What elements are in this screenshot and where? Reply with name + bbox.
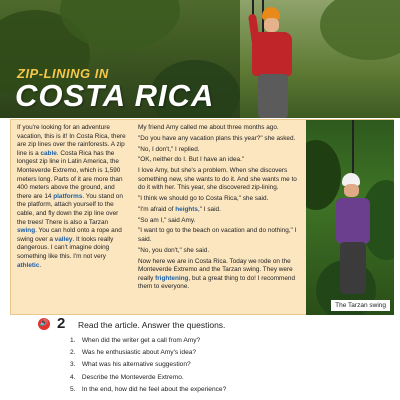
article-text: , but a great thing to do! I recommend them to everyone. (138, 274, 296, 291)
article-paragraph (138, 217, 298, 226)
article-paragraph (17, 124, 127, 270)
article-text: . It looks really dangerous. I can't imagine doing something like this. I'm not very (17, 235, 114, 260)
question-number: 3. (70, 361, 76, 369)
exercise-number: 2 (57, 315, 66, 332)
question-text: Describe the Monteverde Extremo. (80, 373, 184, 381)
article-text: . (39, 261, 42, 269)
article-text: Now here we are in Costa Rica. Today we rode on the Monteverde Extremo and the Tarzan swing. They were really (138, 257, 293, 282)
article-text: "OK, neither do I. But I have an idea." (138, 156, 245, 164)
article-column-2 (138, 124, 298, 294)
vocab-keyword: swing (17, 227, 36, 235)
question-number: 2. (70, 349, 76, 357)
article-text: ," I said. (197, 205, 221, 213)
question-item (70, 372, 390, 384)
article-text: "I think we should go to Costa Rica," she said. (138, 195, 269, 203)
question-text: When did the writer get a call from Amy? (80, 337, 201, 344)
vocab-keyword: heights (175, 205, 198, 213)
article-text: "I'm afraid of (138, 205, 176, 213)
question-list (70, 335, 390, 396)
article-paragraph (138, 135, 298, 144)
article-paragraph (138, 227, 298, 244)
article-text: I love Amy, but she's a problem. When she discovers something new, she wants to do it. And she wants me to do it with her. This year, she discovered zip-lining. (138, 167, 297, 192)
article-paragraph (138, 195, 298, 204)
article-text: . You stand on the platform, attach yourself to the cable, and fly down the zip line over the trees! There is also a Tarzan (17, 192, 123, 226)
question-text: What was his alternative suggestion? (80, 361, 191, 369)
speaker-icon[interactable]: 🔊 (38, 318, 50, 330)
article-paragraph (138, 258, 298, 292)
question-number: 4. (70, 373, 76, 381)
question-item (70, 347, 390, 359)
article-text: . Costa Rica has the longest zip line in Latin America, the Monteverde Extremo, which is 1,590 meters long. Parts of it are more than 400 meters above the ground, and there are 14 (17, 149, 123, 200)
article-text: . You can hold onto a rope and swing over a (17, 227, 122, 243)
article-paragraph (138, 167, 298, 193)
vocab-keyword: frightening (155, 274, 189, 282)
question-number: 5. (70, 385, 76, 393)
article-paragraph (138, 247, 298, 256)
vocab-keyword: valley (54, 235, 73, 243)
exercise-instruction: Read the article. Answer the questions. (78, 320, 226, 330)
hero-photo (0, 0, 400, 118)
vocab-keyword: cable (40, 149, 57, 157)
vocab-keyword: platforms (53, 192, 83, 200)
vocab-keyword: athletic (17, 261, 40, 269)
article-text: "I want to go to the beach on vacation and do nothing," I said. (138, 227, 297, 244)
article-column-1 (17, 124, 127, 270)
article-title (0, 66, 400, 114)
photo-caption: The Tarzan swing (331, 300, 390, 311)
question-text: Was he enthusiastic about Amy's idea? (80, 349, 197, 357)
article-text: "So am I," said Amy. (138, 216, 196, 224)
article-paragraph (138, 124, 298, 133)
question-item (70, 335, 390, 347)
title-small: ZIP-LINING IN (17, 66, 109, 81)
question-text: In the end, how did he feel about the experience? (80, 385, 227, 393)
tarzan-swing-photo (306, 120, 394, 315)
question-item (70, 384, 390, 396)
article-text: "No, you don't," she said. (138, 246, 210, 254)
title-big: COSTA RICA (15, 78, 215, 113)
article-paragraph (138, 156, 298, 165)
article-text: My friend Amy called me about three months ago. (138, 124, 279, 131)
article-paragraph (138, 206, 298, 215)
article-paragraph (138, 146, 298, 155)
article-text: "Do you have any vacation plans this year?" she asked. (138, 134, 296, 142)
question-number: 1. (70, 337, 76, 344)
question-item (70, 359, 390, 371)
article-text: "No, I don't," I replied. (138, 145, 200, 153)
article-text: If you're looking for an adventure vacation, this is it! In Costa Rica, there are zip lines over the rainforests. A zip line is a (17, 124, 126, 157)
